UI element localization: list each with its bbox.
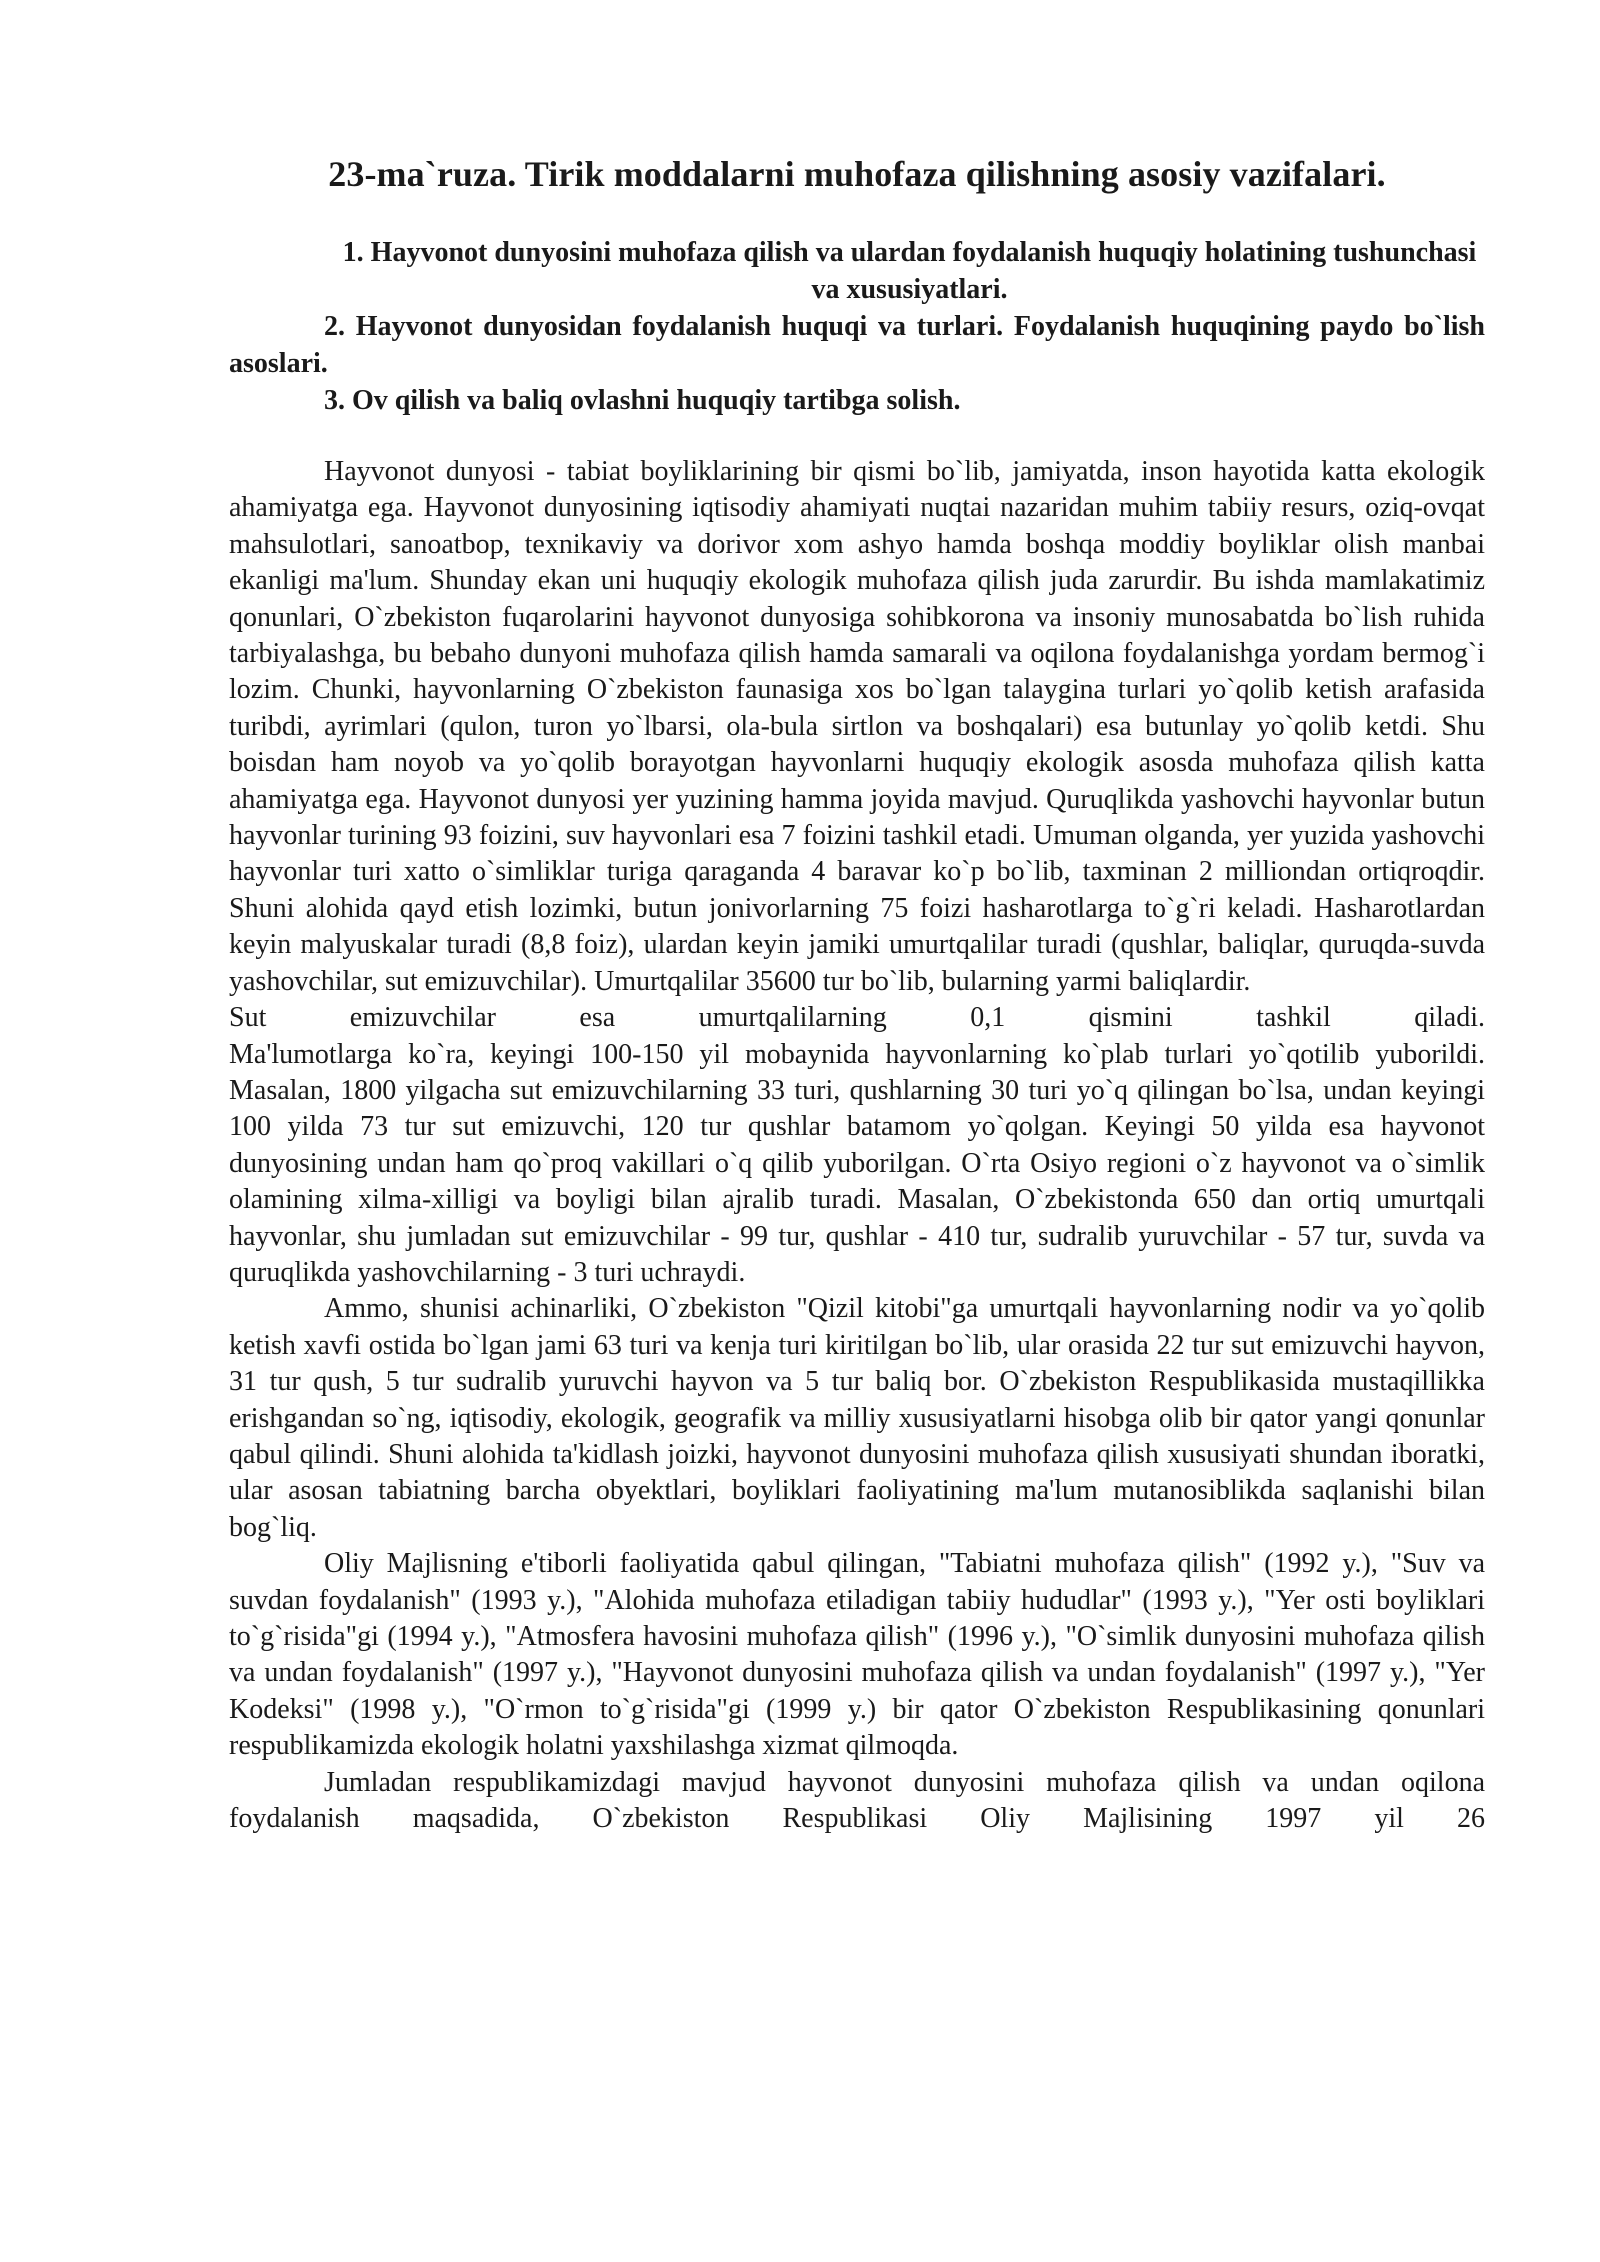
document-body bbox=[229, 454, 1485, 1837]
paragraph-1-text-a: Hayvonot dunyosi - tabiat boyliklarining bir qismi bo`lib, jamiyatda, inson hayotida katta ekologik ahamiyatga ega. Hayvonot dunyosining iqtisodiy ahamiyati nuqtai nazaridan muhim tabiiy resurs, oziq-ovqat mahsulotlari, sanoatbop, texnikaviy va dorivor xom ashyo hamda boshqa moddiy boyliklar olish manbai ekanligi ma'lum. Shunday ekan uni huquqiy ekologik muhofaza qilish juda zarurdir. Bu ishda mamlakatimiz qonunlari, O`zbekiston fuqarolarini hayvonot dunyosiga sohibkorona va insoniy munosabatda bo`lish ruhida tarbiyalashga, bu bebaho dunyoni muhofaza qilish hamda samarali va oqilona foydalanishga yordam bermog`i lozim. Chunki, hayvonlarning O`zbekiston faunasiga xos bo`lgan talaygina turlari yo`qolib ketish arafasida turibdi, ayrimlari (qulon, turon yo`lbarsi, ola-bula sirtlon va boshqalari) esa butunlay yo`qolib ketdi. Shu boisdan ham noyob va yo`qolib borayotgan hayvonlarni huquqiy ekologik asosda muhofaza qilish katta ahamiyatga ega. Hayvonot dunyosi yer yuzining hamma joyida mavjud. Quruqlikda yashovchi hayvonlar butun hayvonlar turining 93 foizini, suv hayvonlari esa 7 foizini tashkil etadi. Umuman olganda, yer yuzida yashovchi hayvonlar turi xatto o`simliklar turiga qaraganda 4 baravar ko`p bo`lib, taxminan 2 milliondan ortiqroqdir. Shuni alohida qayd etish lozimki, butun jonivorlarning 75 foizi hasharotlarga to`g`ri keladi. Hasharotlardan keyin malyuskalar turadi (8,8 foiz), ulardan keyin jamiki umurtqalilar turadi (qushlar, baliqlar, quruqda-suvda yashovchilar, sut emizuvchilar). Umurtqalilar 35600 tur bo`lib, bularning yarmi baliqlardir. bbox=[229, 456, 1485, 997]
plan-item-2: 2. Hayvonot dunyosidan foydalanish huquqi va turlari. Foydalanish huquqining paydo bo`lish asoslari. bbox=[229, 311, 1485, 379]
paragraph-2 bbox=[229, 1291, 1485, 1546]
page-title: 23-ma`ruza. Tirik moddalarni muhofaza qilishning asosiy vazifalari. bbox=[328, 154, 1386, 194]
paragraph-4: Jumladan respublikamizdagi mavjud hayvonot dunyosini muhofaza qilish va undan oqilona foydalanish maqsadida, O`zbekiston Respublikasi Oliy Majlisining 1997 yil 26 bbox=[229, 1766, 1485, 1835]
plan-item-3: 3. Ov qilish va baliq ovlashni huquqiy tartibga solish. bbox=[324, 385, 961, 416]
plan-item-1: 1. Hayvonot dunyosini muhofaza qilish va ulardan foydalanish huquqiy holatining tushunchasi va xususiyatlari. bbox=[342, 237, 1477, 305]
paragraph-3: Oliy Majlisning e'tiborli faoliyatida qabul qilingan, "Tabiatni muhofaza qilish" (1992 y.), "Suv va suvdan foydalanish" (1993 y.), "Alohida muhofaza etiladigan tabiiy hududlar" (1993 y.), "Yer osti boyliklari to`g`risida"gi (1994 y.), "Atmosfera havosini muhofaza qilish" (1996 y.), "O`simlik dunyosini muhofaza qilish va undan foydalanish" (1997 y.), "Hayvonot dunyosini muhofaza qilish va undan foydalanish" (1997 y.), "Yer Kodeksi" (1998 y.), "O`rmon to`g`risida"gi (1999 y.) bir qator O`zbekiston Respublikasining qonunlari respublikamizda ekologik holatni yaxshilashga xizmat qilmoqda. bbox=[229, 1548, 1485, 1762]
paragraph-1 bbox=[229, 454, 1485, 1291]
paragraph-2-text-b: Shuni alohida ta'kidlash joizki, hayvonot dunyosini muhofaza qilish xususiyati shundan iboratki, ular asosan tabiatning barcha obyektlari, boyliklari faoliyatining ma'lum mutanosiblikda saqlanishi bilan bog`liq. bbox=[229, 1438, 1486, 1543]
paragraph-1-text-b: Sut emizuvchilar esa umurtqalilarning 0,1 qismini tashkil qiladi. bbox=[229, 1002, 1485, 1034]
document-content bbox=[229, 150, 1485, 1837]
paragraph-2-text-a: Ammo, shunisi achinarliki, O`zbekiston "Qizil kitobi"ga umurtqali hayvonlarning nodir va yo`qolib ketish xavfi ostida bo`lgan jami 63 turi va kenja turi kiritilgan bo`lib, ular orasida 22 tur sut emizuvchi hayvon, 31 tur qush, 5 tur sudralib yuruvchi hayvon va 5 tur baliq bor. O`zbekiston Respublikasida mustaqillikka erishgandan so`ng, iqtisodiy, ekologik, geografik va milliy xususiyatlarni hisobga olib bir qator yangi qonunlar qabul qilindi. bbox=[229, 1293, 1485, 1470]
lecture-plan bbox=[229, 234, 1485, 419]
paragraph-1-text-c: Ma'lumotlarga ko`ra, keyingi 100-150 yil mobaynida hayvonlarning ko`plab turlari yo`qotilib yuborildi. Masalan, 1800 yilgacha sut emizuvchilarning 33 turi, qushlarning 30 turi yo`q qilingan bo`lsa, undan keyingi 100 yilda 73 tur sut emizuvchi, 120 tur qushlar batamom yo`qolgan. Keyingi 50 yilda esa hayvonot dunyosining undan ham qo`proq vakillari o`q qilib yuborilgan. O`rta Osiyo regioni o`z hayvonot va o`simlik olamining xilma-xilligi va boyligi bilan ajralib turadi. Masalan, O`zbekistonda 650 dan ortiq umurtqali hayvonlar, shu jumladan sut emizuvchilar - 99 tur, qushlar - 410 tur, sudralib yuruvchilar - 57 tur, suvda va quruqlikda yashovchilarning - 3 turi uchraydi. bbox=[229, 1038, 1485, 1288]
